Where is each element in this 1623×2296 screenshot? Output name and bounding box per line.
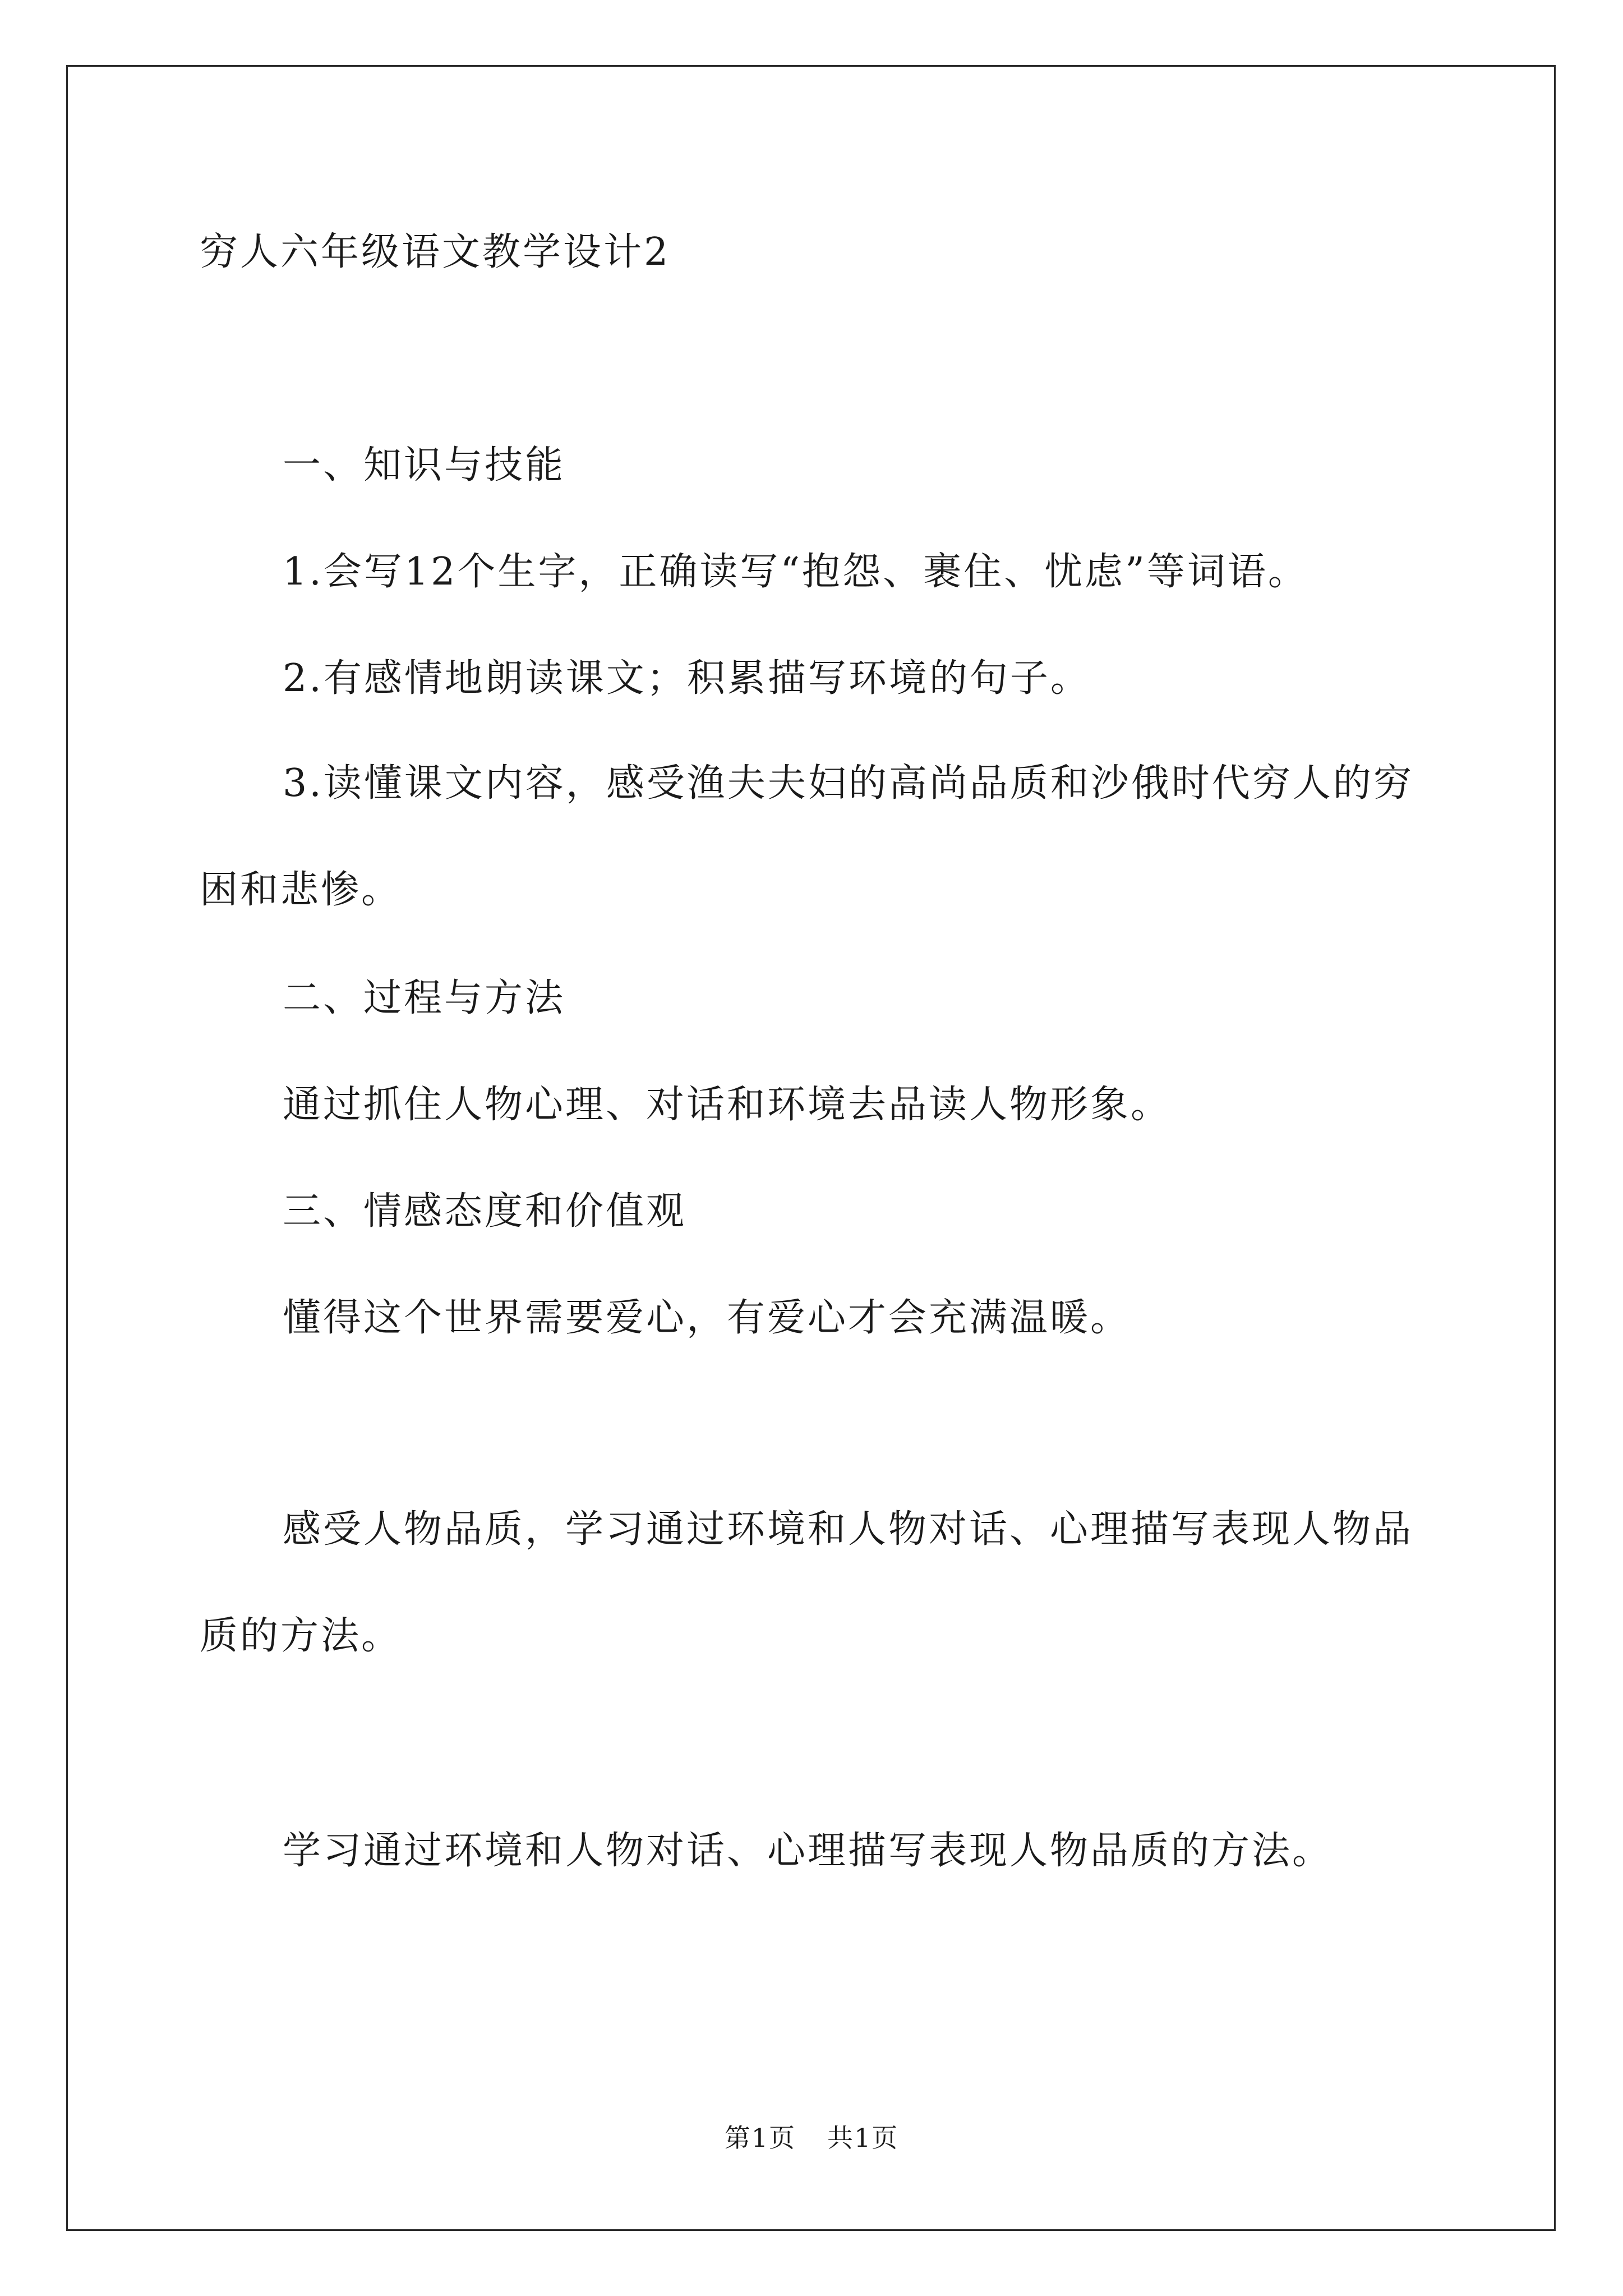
page-border xyxy=(66,65,1556,2231)
page-total: 共1页 xyxy=(827,2123,899,2153)
key-point-paragraph: 感受人物品质，学习通过环境和人物对话、心理描写表现人物品质的方法。 xyxy=(200,1507,1414,1658)
process-paragraph: 通过抓住人物心理、对话和环境去品读人物形象。 xyxy=(283,1083,1172,1127)
values-paragraph: 懂得这个世界需要爱心，有爱心才会充满温暖。 xyxy=(283,1296,1131,1340)
objective-item-3: 3.读懂课文内容，感受渔夫夫妇的高尚品质和沙俄时代穷人的穷困和悲惨。 xyxy=(200,761,1414,912)
objective-item-2: 2.有感情地朗读课文；积累描写环境的句子。 xyxy=(283,656,1091,701)
objective-item-1: 1.会写12个生字，正确读写“抱怨、裹住、忧虑”等词语。 xyxy=(283,550,1308,594)
section-heading-values: 三、情感态度和价值观 xyxy=(283,1189,687,1234)
page-number: 第1页 xyxy=(724,2123,796,2153)
section-heading-process: 二、过程与方法 xyxy=(283,976,566,1020)
difficulty-paragraph: 学习通过环境和人物对话、心理描写表现人物品质的方法。 xyxy=(283,1829,1333,1873)
page-footer xyxy=(0,2125,1623,2151)
document-title: 穷人六年级语文教学设计2 xyxy=(200,230,671,274)
section-heading-knowledge: 一、知识与技能 xyxy=(283,443,566,487)
